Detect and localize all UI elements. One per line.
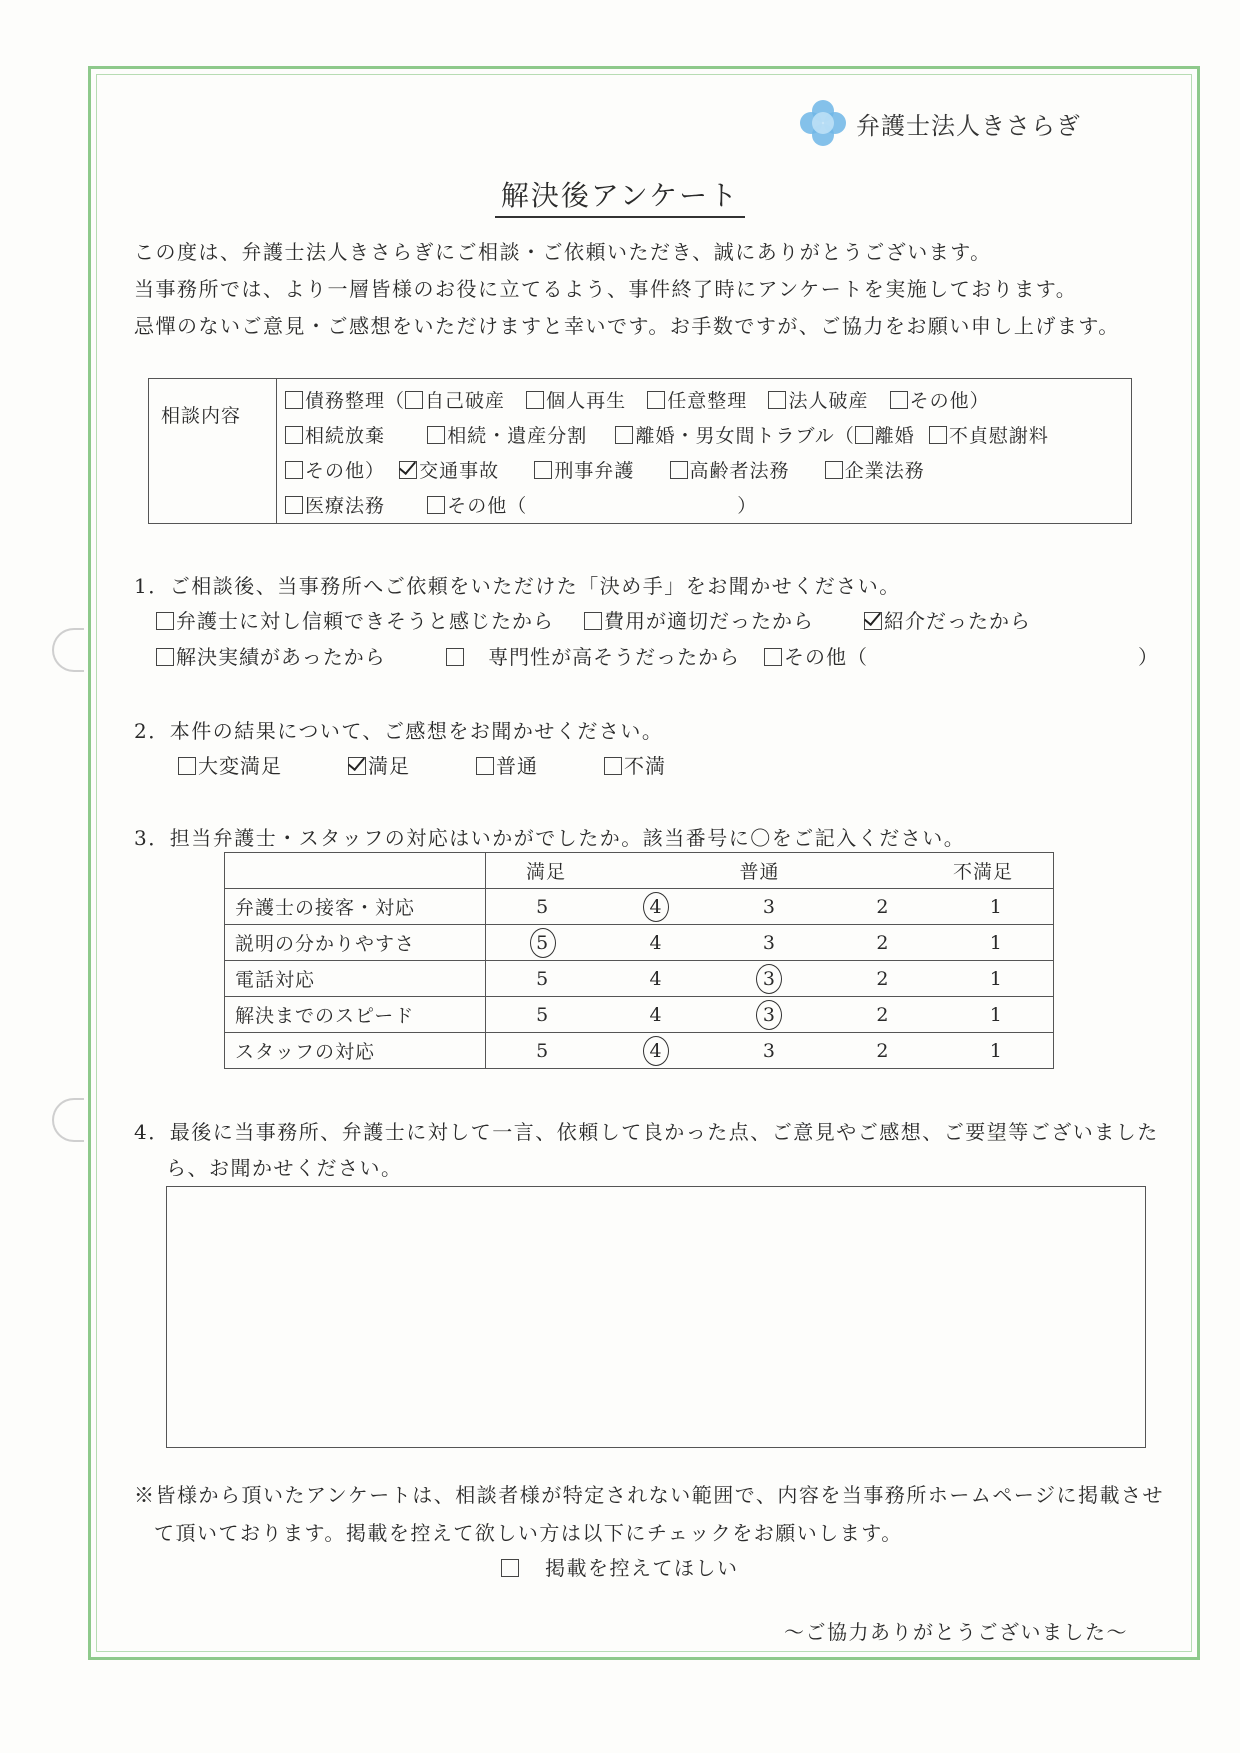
rating-row [225, 1033, 1054, 1069]
rating-option[interactable]: 3 [762, 895, 777, 918]
rating-option[interactable]: 1 [989, 1039, 1003, 1062]
punch-hole [52, 628, 84, 672]
checkbox-traffic-accident[interactable] [399, 461, 417, 479]
checkbox-q1-referral[interactable] [864, 612, 882, 630]
consultation-type-box: 相談内容 債務整理（ 自己破産 個人再生 任意整理 法人破産 その他） 相続放棄 相続・遺産分割 離婚・男女間トラブル（ 離婚 不貞慰謝料 その他） 交通事故 刑事弁護 高齢者法務 企業法務 医療法務 その他（ ） [148, 378, 1132, 524]
rating-row [225, 997, 1054, 1033]
rating-row-label: 電話対応 [225, 961, 486, 997]
checkbox-infidelity[interactable] [929, 426, 947, 444]
checkbox-divorce-other[interactable] [285, 461, 303, 479]
flower-logo-icon [800, 100, 846, 146]
checkbox-corporate-bankruptcy[interactable] [768, 391, 786, 409]
rating-option[interactable]: 5 [536, 967, 550, 990]
rating-row [225, 961, 1054, 997]
checkbox-corporate[interactable] [825, 461, 843, 479]
rating-row [225, 889, 1054, 925]
rating-option[interactable]: 1 [989, 967, 1003, 990]
checkbox-q2-dissatisfied[interactable] [604, 757, 622, 775]
rating-row-label: スタッフの対応 [225, 1033, 486, 1069]
optout-option: 掲載を控えてほしい [0, 1552, 1240, 1581]
rating-option[interactable]: 4 [636, 896, 676, 918]
rating-option[interactable]: 2 [876, 1039, 890, 1062]
firm-name: 弁護士法人きさらぎ [856, 111, 1081, 140]
rating-row-label: 弁護士の接客・対応 [225, 889, 486, 925]
checkbox-q2-very-satisfied[interactable] [178, 757, 196, 775]
rating-row-label: 解決までのスピード [225, 997, 486, 1033]
checkbox-bankruptcy[interactable] [405, 391, 423, 409]
checkbox-q2-normal[interactable] [476, 757, 494, 775]
rating-table [224, 852, 1054, 1069]
thanks-text: ～ご協力ありがとうございました～ [784, 1620, 1128, 1644]
rating-row [225, 925, 1054, 961]
checkbox-divorce-trouble[interactable] [615, 426, 633, 444]
rating-option[interactable]: 5 [536, 1003, 550, 1026]
checkbox-criminal[interactable] [534, 461, 552, 479]
intro-text: この度は、弁護士法人きさらぎにご相談・ご依頼いただき、誠にありがとうございます。 当事務所では、より一層皆様のお役に立てるよう、事件終了時にアンケートを実施しております。 忌憚のないご意見・ご感想をいただけますと幸いです。お手数ですが、ご協力をお願い申し上げます。 [134, 240, 1120, 338]
page-title: 解決後アンケート [0, 174, 1240, 214]
header-unsatisfied: 不満足 [952, 861, 1013, 883]
rating-option[interactable]: 2 [876, 1003, 890, 1026]
rating-option[interactable]: 4 [649, 931, 663, 954]
checkbox-q1-record[interactable] [156, 648, 174, 666]
checkbox-optout[interactable] [501, 1559, 519, 1577]
publication-note: ※皆様から頂いたアンケートは、相談者様が特定されない範囲で、内容を当事務所ホームページに掲載させ て頂いております。掲載を控えて欲しい方は以下にチェックをお願いします。 [134, 1483, 1164, 1545]
rating-row-label: 説明の分かりやすさ [225, 925, 486, 961]
checkbox-elderly[interactable] [670, 461, 688, 479]
header-normal: 普通 [739, 861, 780, 883]
punch-hole [52, 1098, 84, 1142]
checkbox-q1-trust[interactable] [156, 612, 174, 630]
checkbox-debt-other[interactable] [890, 391, 908, 409]
firm-logo [800, 100, 1081, 146]
rating-option[interactable]: 2 [876, 895, 890, 918]
checkbox-q2-satisfied[interactable] [348, 757, 366, 775]
checkbox-divorce[interactable] [855, 426, 873, 444]
rating-option[interactable]: 4 [649, 1003, 663, 1026]
rating-option[interactable]: 3 [762, 1039, 777, 1062]
checkbox-inheritance-renounce[interactable] [285, 426, 303, 444]
rating-option[interactable]: 4 [636, 1040, 676, 1062]
question-3: 3．担当弁護士・スタッフの対応はいかがでしたか。該当番号に〇をご記入ください。 [134, 826, 966, 850]
question-4: 4．最後に当事務所、弁護士に対して一言、依頼して良かった点、ご意見やご感想、ご要望等ございました [134, 1120, 1159, 1144]
rating-option[interactable]: 4 [649, 967, 663, 990]
rating-option[interactable]: 1 [989, 1003, 1003, 1026]
checkbox-q1-other[interactable] [764, 648, 782, 666]
rating-option[interactable]: 3 [749, 1004, 789, 1026]
rating-option[interactable]: 3 [749, 968, 789, 990]
checkbox-q1-fee[interactable] [584, 612, 602, 630]
rating-option[interactable]: 1 [989, 895, 1003, 918]
checkbox-voluntary[interactable] [647, 391, 665, 409]
rating-option[interactable]: 1 [989, 931, 1003, 954]
rating-option[interactable]: 5 [523, 932, 563, 954]
checkbox-q1-expertise[interactable] [446, 648, 464, 666]
checkbox-consult-other[interactable] [427, 496, 445, 514]
consultation-label: 相談内容 [149, 379, 277, 523]
rating-option[interactable]: 3 [762, 931, 777, 954]
checkbox-rehabilitation[interactable] [526, 391, 544, 409]
question-1: 1．ご相談後、当事務所へご依頼をいただけた「決め手」をお聞かせください。 [134, 574, 901, 598]
checkbox-inheritance-division[interactable] [427, 426, 445, 444]
header-satisfied: 満足 [526, 861, 567, 883]
rating-option[interactable]: 2 [876, 931, 890, 954]
comment-box[interactable] [166, 1186, 1146, 1448]
checkbox-medical[interactable] [285, 496, 303, 514]
rating-option[interactable]: 5 [536, 1039, 550, 1062]
checkbox-debt[interactable] [285, 391, 303, 409]
question-2: 2．本件の結果について、ご感想をお聞かせください。 [134, 719, 664, 743]
rating-option[interactable]: 5 [536, 895, 550, 918]
rating-option[interactable]: 2 [876, 967, 890, 990]
